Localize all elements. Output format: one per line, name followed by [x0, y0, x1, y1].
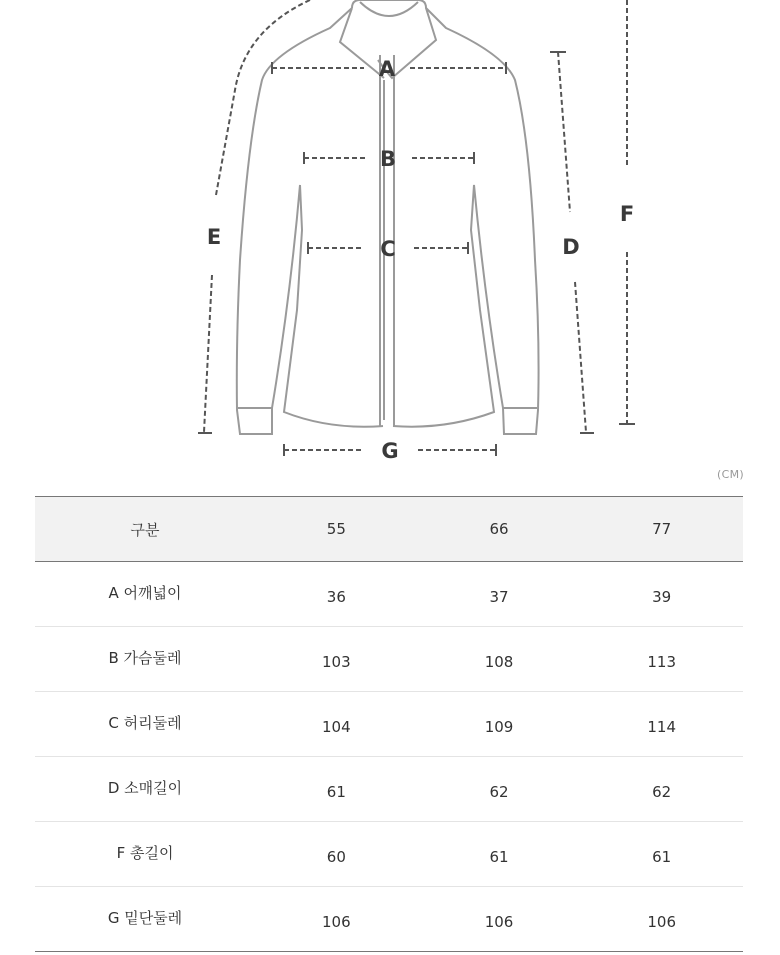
label-f: F	[619, 202, 635, 226]
row-label: D 소매길이	[35, 757, 255, 822]
table-cell: 62	[489, 783, 509, 801]
header-sizes	[255, 497, 743, 562]
header-size: 77	[652, 520, 672, 538]
table-cell: 103	[322, 653, 351, 671]
table-cell: 60	[326, 848, 346, 866]
guide-e	[204, 0, 310, 432]
table-row	[35, 887, 743, 952]
row-label: A 어깨넓이	[35, 562, 255, 627]
table-cell: 106	[322, 913, 351, 931]
label-c: C	[380, 237, 396, 261]
table-cell: 104	[322, 718, 351, 736]
label-b: B	[379, 147, 397, 171]
table-cell: 37	[489, 588, 509, 606]
table-cell: 114	[647, 718, 676, 736]
size-table	[35, 496, 743, 952]
table-cell: 109	[484, 718, 514, 736]
header-label: 구분	[35, 497, 255, 562]
table-row	[35, 757, 743, 822]
label-g: G	[381, 439, 399, 463]
table-row	[35, 692, 743, 757]
table-row	[35, 627, 743, 692]
table-cell: 39	[652, 588, 672, 606]
table-cell: 106	[647, 913, 676, 931]
table-cell: 36	[326, 588, 346, 606]
row-label: C 허리둘레	[35, 692, 255, 757]
label-d: D	[562, 235, 580, 259]
table-cell: 108	[484, 653, 514, 671]
row-label: B 가슴둘레	[35, 627, 255, 692]
table-row	[35, 822, 743, 887]
label-e: E	[206, 225, 222, 249]
table-cell: 106	[484, 913, 514, 931]
measurement-guides	[204, 0, 627, 450]
unit-label: (CM)	[717, 468, 744, 481]
label-a: A	[378, 57, 396, 81]
table-cell: 62	[652, 783, 672, 801]
table-cell: 61	[652, 848, 672, 866]
table-cell: 61	[489, 848, 509, 866]
row-label: G 밑단둘레	[35, 887, 255, 952]
table-cell: 61	[326, 783, 346, 801]
shirt-measurement-diagram	[0, 0, 780, 470]
header-size: 55	[326, 520, 346, 538]
header-size: 66	[489, 520, 509, 538]
row-label: F 총길이	[35, 822, 255, 887]
table-row	[35, 562, 743, 627]
table-cell: 113	[647, 653, 676, 671]
table-header-row	[35, 497, 743, 562]
